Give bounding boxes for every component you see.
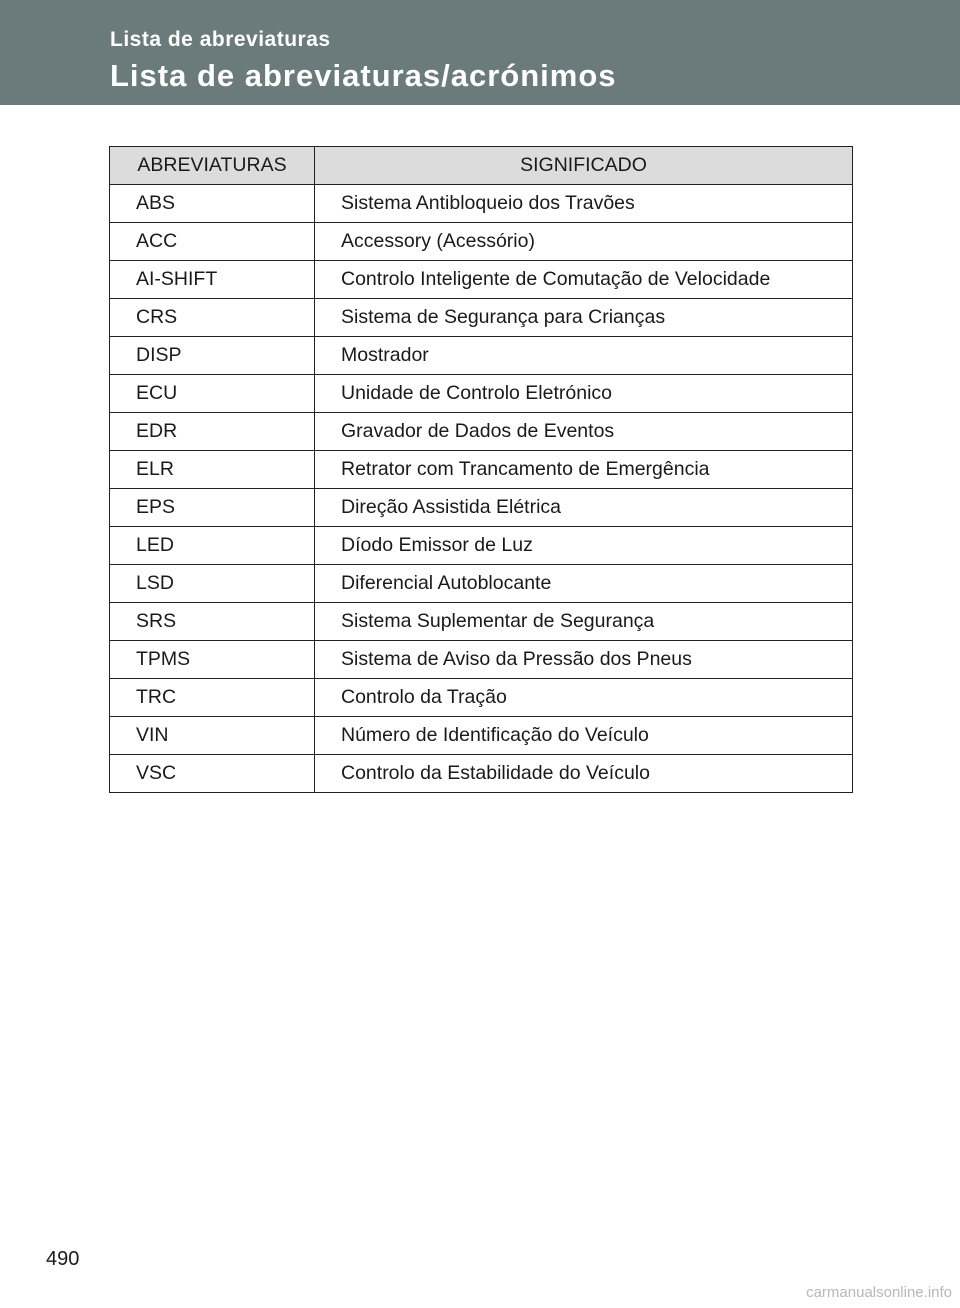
meaning-cell: Unidade de Controlo Eletrónico [315,375,853,413]
table-body [110,185,853,793]
abbreviation-cell: CRS [110,299,315,337]
abbreviation-cell: VSC [110,755,315,793]
table-row [110,603,853,641]
abbreviation-cell: ELR [110,451,315,489]
abbreviation-cell: TPMS [110,641,315,679]
abbreviation-cell: LED [110,527,315,565]
meaning-cell: Díodo Emissor de Luz [315,527,853,565]
meaning-cell: Retrator com Trancamento de Emergência [315,451,853,489]
table-row [110,299,853,337]
table-row [110,717,853,755]
page-header [0,0,960,105]
meaning-cell: Controlo da Tração [315,679,853,717]
meaning-cell: Número de Identificação do Veículo [315,717,853,755]
column-header-meaning: SIGNIFICADO [315,147,853,185]
page-title: Lista de abreviaturas/acrónimos [110,58,617,93]
section-subtitle: Lista de abreviaturas [110,28,331,51]
table-row [110,451,853,489]
table-row [110,337,853,375]
watermark: carmanualsonline.info [806,1284,952,1301]
column-header-abbreviations: ABREVIATURAS [110,147,315,185]
abbreviation-cell: SRS [110,603,315,641]
meaning-cell: Gravador de Dados de Eventos [315,413,853,451]
meaning-cell: Direção Assistida Elétrica [315,489,853,527]
table-row [110,261,853,299]
meaning-cell: Sistema Suplementar de Segurança [315,603,853,641]
abbreviation-cell: TRC [110,679,315,717]
abbreviation-cell: LSD [110,565,315,603]
table-row [110,565,853,603]
abbreviation-cell: ECU [110,375,315,413]
abbreviation-cell: ACC [110,223,315,261]
abbreviation-cell: VIN [110,717,315,755]
table-row [110,185,853,223]
meaning-cell: Controlo da Estabilidade do Veículo [315,755,853,793]
page-number: 490 [46,1248,80,1270]
table-row [110,755,853,793]
abbreviation-cell: AI-SHIFT [110,261,315,299]
meaning-cell: Controlo Inteligente de Comutação de Velocidade [315,261,853,299]
table-row [110,413,853,451]
meaning-cell: Diferencial Autoblocante [315,565,853,603]
table-row [110,527,853,565]
meaning-cell: Sistema de Segurança para Crianças [315,299,853,337]
abbreviation-cell: EDR [110,413,315,451]
abbreviations-table [109,146,853,793]
table-row [110,679,853,717]
table-header-row [110,147,853,185]
table-row [110,223,853,261]
abbreviation-cell: DISP [110,337,315,375]
meaning-cell: Mostrador [315,337,853,375]
table-row [110,641,853,679]
meaning-cell: Accessory (Acessório) [315,223,853,261]
table-row [110,489,853,527]
abbreviation-cell: ABS [110,185,315,223]
meaning-cell: Sistema Antibloqueio dos Travões [315,185,853,223]
abbreviation-cell: EPS [110,489,315,527]
meaning-cell: Sistema de Aviso da Pressão dos Pneus [315,641,853,679]
table-row [110,375,853,413]
